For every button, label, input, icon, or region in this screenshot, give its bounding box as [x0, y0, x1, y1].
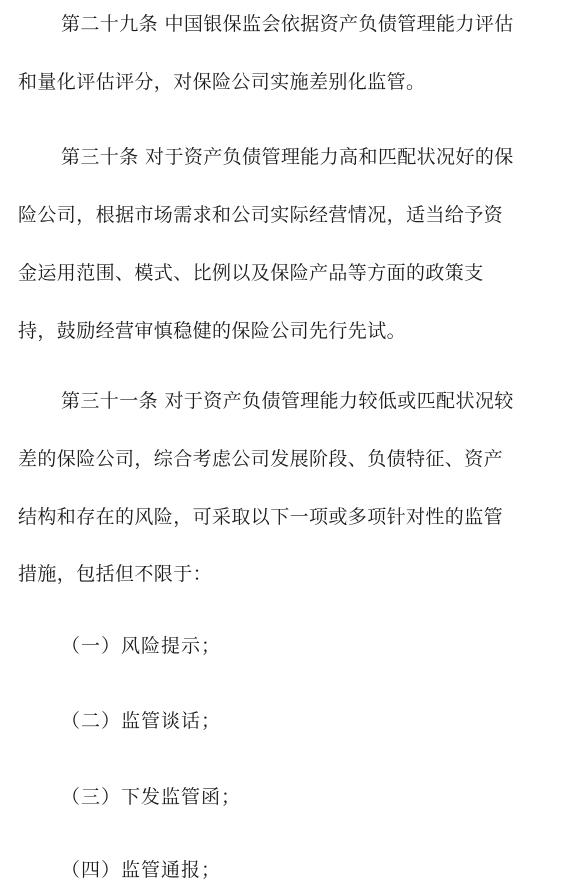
paragraph-line: 和量化评估评分，对保险公司实施差别化监管。 [18, 71, 426, 93]
paragraph-line: 金运用范围、模式、比例以及保险产品等方面的政策支 [18, 262, 484, 284]
paragraph-line: 措施，包括但不限于： [18, 563, 213, 585]
list-item: （四）监管通报； [61, 859, 222, 881]
list-item: （三）下发监管函； [61, 786, 242, 808]
paragraph-line: 第二十九条 中国银保监会依据资产负债管理能力评估 [61, 13, 514, 35]
paragraph-line: 差的保险公司，综合考虑公司发展阶段、负债特征、资产 [18, 448, 504, 470]
paragraph-line: 险公司，根据市场需求和公司实际经营情况，适当给予资 [18, 204, 504, 226]
paragraph-line: 第三十条 对于资产负债管理能力高和匹配状况好的保 [61, 146, 514, 168]
paragraph-line: 结构和存在的风险，可采取以下一项或多项针对性的监管 [18, 506, 504, 528]
paragraph-line: 第三十一条 对于资产负债管理能力较低或匹配状况较 [61, 390, 514, 412]
list-item: （一）风险提示； [61, 635, 222, 657]
paragraph-line: 持，鼓励经营审慎稳健的保险公司先行先试。 [18, 320, 407, 342]
list-item: （二）监管谈话； [61, 710, 222, 732]
